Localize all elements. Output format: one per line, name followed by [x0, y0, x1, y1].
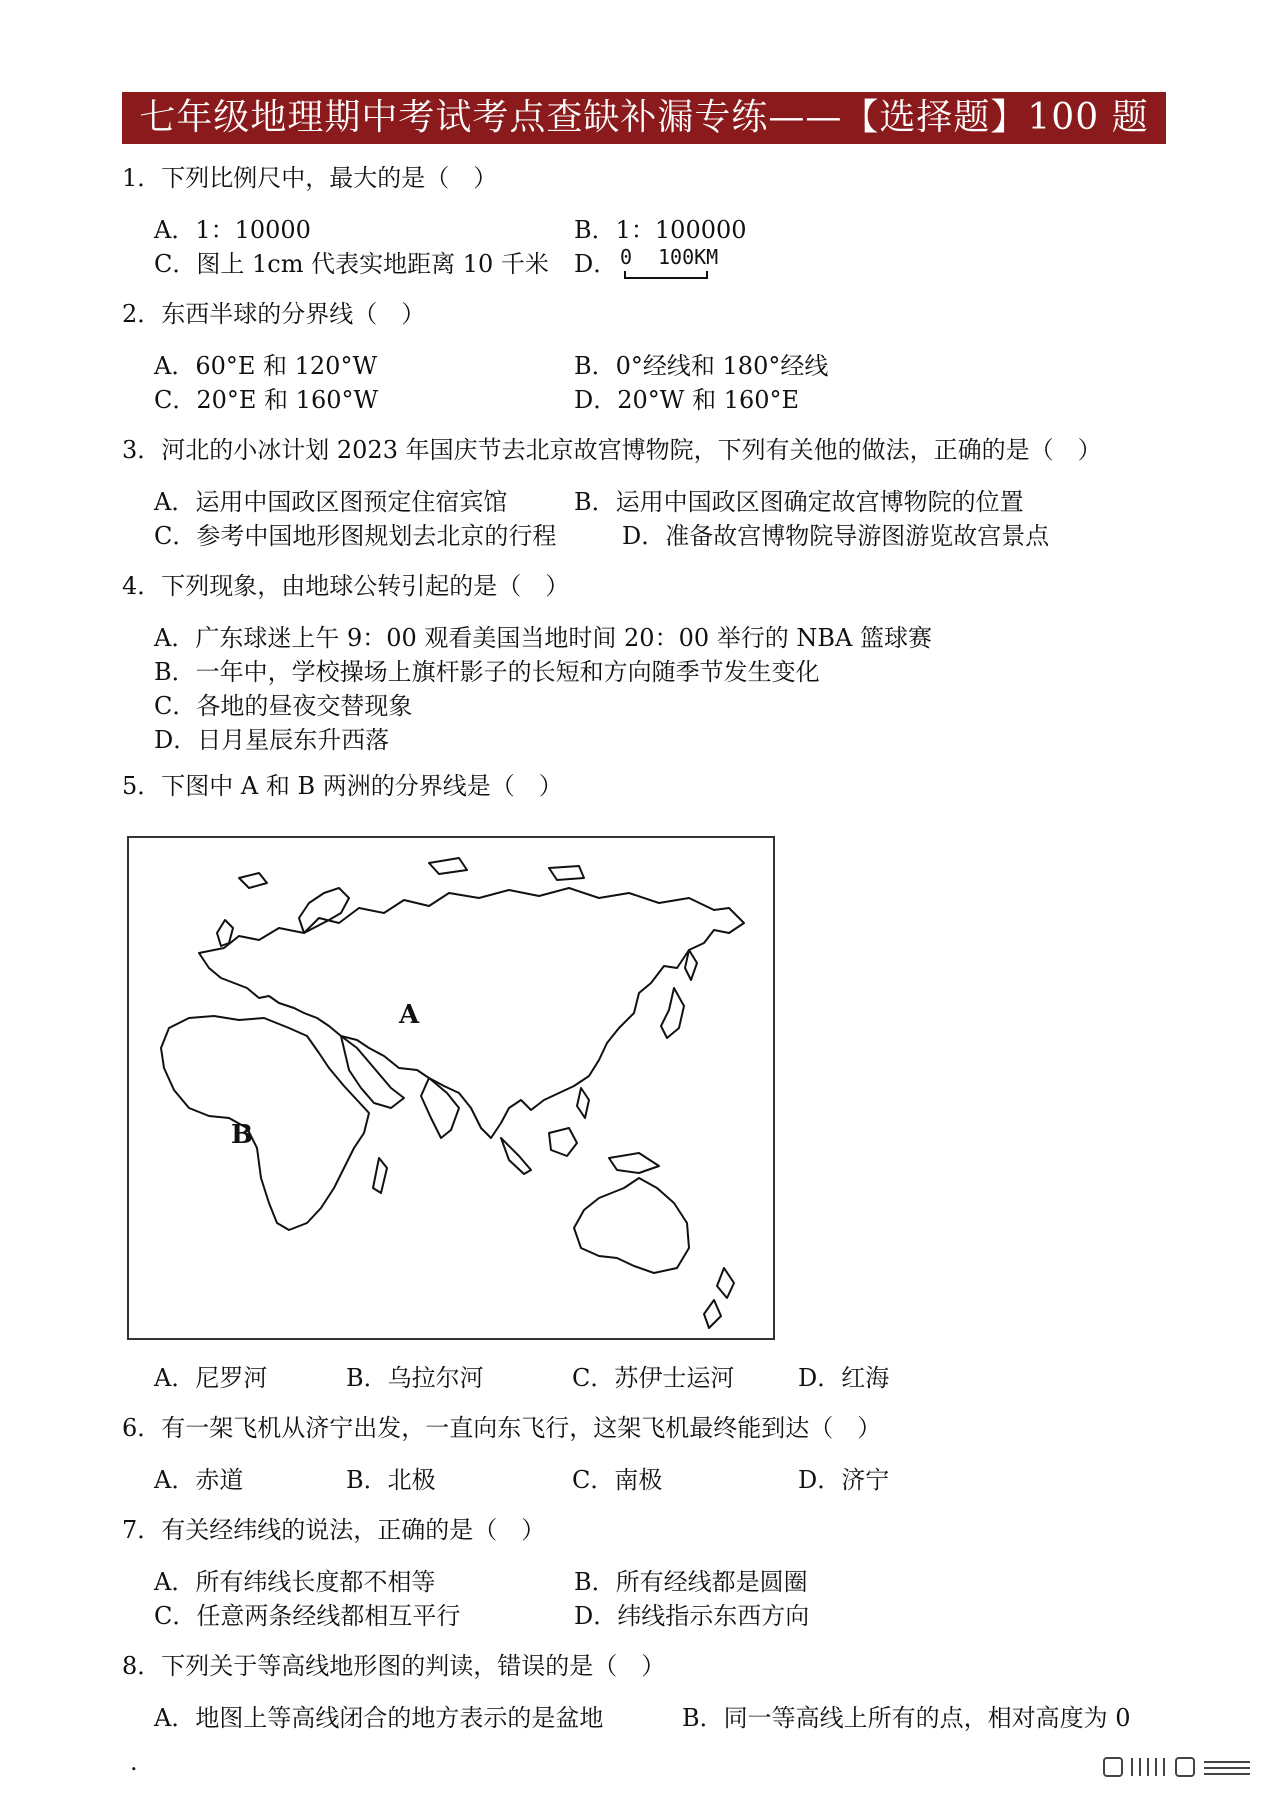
question-4-option-a[interactable]: A．广东球迷上午 9：00 观看美国当地时间 20：00 举行的 NBA 篮球赛: [154, 624, 932, 652]
question-1-option-b[interactable]: B．1：100000: [574, 216, 747, 244]
question-8-option-a[interactable]: A．地图上等高线闭合的地方表示的是盆地: [154, 1704, 604, 1732]
question-6-option-d[interactable]: D．济宁: [798, 1466, 890, 1494]
question-4-option-b[interactable]: B．一年中，学校操场上旗杆影子的长短和方向随季节发生变化: [154, 658, 820, 686]
question-7-stem: 7．有关经纬线的说法，正确的是（ ）: [122, 1516, 546, 1544]
question-3-stem: 3．河北的小冰计划 2023 年国庆节去北京故宫博物院，下列有关他的做法，正确的是（ ）: [122, 436, 1102, 464]
question-6-stem: 6．有一架飞机从济宁出发，一直向东飞行，这架飞机最终能到达（ ）: [122, 1414, 882, 1442]
sumatra-outline: [501, 1138, 531, 1174]
africa-outline: [161, 1016, 369, 1230]
new-zealand-south-outline: [704, 1300, 721, 1328]
question-5-option-d[interactable]: D．红海: [798, 1364, 890, 1392]
new-guinea-outline: [609, 1153, 659, 1173]
watermark-icon: [1100, 1752, 1260, 1782]
eurasia-outline: [199, 888, 744, 1138]
question-3-option-b[interactable]: B．运用中国政区图确定故宫博物院的位置: [574, 488, 1024, 516]
question-7-option-b[interactable]: B．所有经线都是圆圈: [574, 1568, 808, 1596]
question-5-option-a[interactable]: A．尼罗河: [154, 1364, 268, 1392]
australia-outline: [574, 1178, 689, 1273]
question-1-option-c[interactable]: C．图上 1cm 代表实地距离 10 千米: [154, 250, 549, 278]
question-5-option-b[interactable]: B．乌拉尔河: [346, 1364, 484, 1392]
question-4-stem: 4．下列现象，由地球公转引起的是（ ）: [122, 572, 570, 600]
question-6-option-a[interactable]: A．赤道: [154, 1466, 244, 1494]
question-8-stem: 8．下列关于等高线地形图的判读，错误的是（ ）: [122, 1652, 666, 1680]
borneo-outline: [549, 1128, 577, 1156]
question-2-stem: 2．东西半球的分界线（ ）: [122, 300, 426, 328]
question-3-option-d[interactable]: D．准备故宫博物院导游图游览故宫景点: [622, 522, 1050, 550]
scandinavia-outline: [299, 888, 349, 933]
question-4-option-c[interactable]: C．各地的昼夜交替现象: [154, 692, 413, 720]
map-label-a: A: [399, 1000, 420, 1030]
question-8-option-b[interactable]: B．同一等高线上所有的点，相对高度为 0: [682, 1704, 1131, 1732]
question-7-option-d[interactable]: D．纬线指示东西方向: [574, 1602, 810, 1630]
new-zealand-outline: [717, 1268, 734, 1298]
eastern-hemisphere-map: [129, 838, 773, 1338]
question-1-option-a[interactable]: A．1：10000: [154, 216, 311, 244]
scale-bar-graphic: [618, 245, 738, 281]
arctic-islands-outline: [239, 858, 584, 888]
question-1-stem: 1．下列比例尺中，最大的是（ ）: [122, 164, 498, 192]
question-5-option-c[interactable]: C．苏伊士运河: [572, 1364, 735, 1392]
question-1-option-d[interactable]: D．: [574, 250, 618, 278]
question-2-option-b[interactable]: B．0°经线和 180°经线: [574, 352, 829, 380]
scale-bar-line: [624, 271, 708, 279]
arabia-outline: [341, 1036, 404, 1108]
question-6-option-b[interactable]: B．北极: [346, 1466, 436, 1494]
question-7-option-a[interactable]: A．所有纬线长度都不相等: [154, 1568, 436, 1596]
question-3-option-a[interactable]: A．运用中国政区图预定住宿宾馆: [154, 488, 508, 516]
madagascar-outline: [373, 1158, 387, 1193]
question-7-option-c[interactable]: C．任意两条经线都相互平行: [154, 1602, 461, 1630]
question-4-option-d[interactable]: D．日月星辰东升西落: [154, 726, 390, 754]
scale-bar-zero: 0: [620, 245, 633, 269]
question-2-option-c[interactable]: C．20°E 和 160°W: [154, 386, 379, 414]
world-map-figure: [127, 836, 775, 1340]
question-2-option-a[interactable]: A．60°E 和 120°W: [154, 352, 378, 380]
japan-outline: [661, 988, 684, 1038]
question-5-stem: 5．下图中 A 和 B 两洲的分界线是（ ）: [122, 772, 563, 800]
page-title: 七年级地理期中考试考点查缺补漏专练——【选择题】100 题: [122, 92, 1166, 144]
question-3-option-c[interactable]: C．参考中国地形图规划去北京的行程: [154, 522, 557, 550]
footer-dot: .: [130, 1748, 138, 1776]
question-2-option-d[interactable]: D．20°W 和 160°E: [574, 386, 800, 414]
question-6-option-c[interactable]: C．南极: [572, 1466, 663, 1494]
india-outline: [421, 1078, 459, 1138]
map-label-b: B: [231, 1120, 253, 1150]
scale-bar-unit: 100KM: [658, 245, 719, 269]
philippines-outline: [577, 1088, 589, 1118]
